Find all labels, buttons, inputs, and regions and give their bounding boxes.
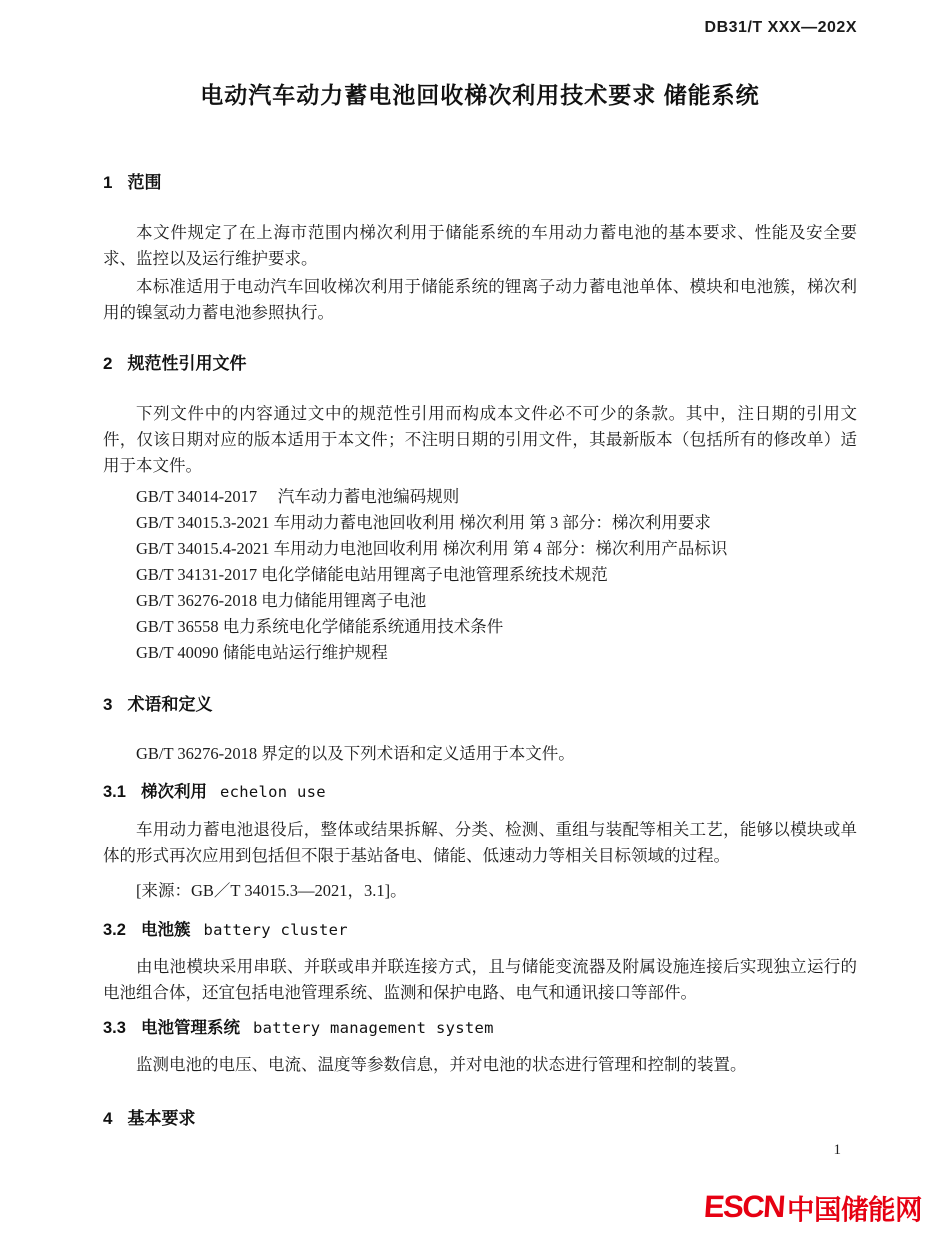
- reference-item: GB/T 34015.4-2021 车用动力电池回收利用 梯次利用 第 4 部分：梯次利用产品标识: [136, 539, 728, 558]
- page-number: 1: [833, 1142, 841, 1158]
- term-source-note: [来源：GB／T 34015.3—2021，3.1]。: [136, 881, 407, 900]
- term-name-zh: 电池管理系统: [140, 1019, 240, 1037]
- term-name-en: battery management system: [252, 1019, 494, 1037]
- escn-logo-latin: ESCN: [702, 1189, 786, 1224]
- term-heading-battery-management-system: [103, 1018, 857, 1039]
- doc-code: DB31/T XXX—202X: [704, 19, 857, 36]
- terms-intro-paragraph: GB/T 36276-2018 界定的以及下列术语和定义适用于本文件。: [136, 744, 575, 763]
- section-number: 1: [103, 173, 113, 192]
- reference-item: GB/T 34014-2017 汽车动力蓄电池编码规则: [136, 487, 460, 506]
- scope-paragraph-2: 本标准适用于电动汽车回收梯次利用于储能系统的锂离子动力蓄电池单体、模块和电池簇，梯次利用的镍氢动力蓄电池参照执行。: [103, 277, 857, 322]
- section-title: 范围: [127, 173, 162, 192]
- section-heading-normative-references: [103, 353, 857, 375]
- term-number: 3.2: [103, 921, 126, 939]
- reference-item: GB/T 36558 电力系统电化学储能系统通用技术条件: [136, 617, 504, 636]
- reference-item: GB/T 34131-2017 电化学储能电站用锂离子电池管理系统技术规范: [136, 565, 608, 584]
- term-number: 3.3: [103, 1019, 126, 1037]
- scope-paragraph-1: 本文件规定了在上海市范围内梯次利用于储能系统的车用动力蓄电池的基本要求、性能及安全要求、监控以及运行维护要求。: [103, 223, 857, 268]
- references-intro-paragraph: 下列文件中的内容通过文中的规范性引用而构成本文件必不可少的条款。其中，注日期的引用文件，仅该日期对应的版本适用于本文件；不注明日期的引用文件，其最新版本（包括所有的修改单）适用于本文件。: [103, 404, 857, 475]
- reference-item: GB/T 36276-2018 电力储能用锂离子电池: [136, 591, 427, 610]
- section-heading-scope: [103, 172, 857, 194]
- references-list: [103, 484, 857, 666]
- section-title: 术语和定义: [127, 695, 213, 714]
- term-name-zh: 梯次利用: [140, 783, 207, 801]
- term-heading-echelon-use: [103, 782, 857, 803]
- section-number: 3: [103, 695, 113, 714]
- document-title: 电动汽车动力蓄电池回收梯次利用技术要求 储能系统: [200, 82, 760, 108]
- escn-logo-cjk: 中国储能网: [787, 1194, 922, 1225]
- section-heading-terms-definitions: [103, 694, 857, 716]
- section-heading-basic-requirements: [103, 1108, 857, 1130]
- section-number: 2: [103, 354, 113, 373]
- section-number: 4: [103, 1109, 113, 1128]
- term-definition: 监测电池的电压、电流、温度等参数信息，并对电池的状态进行管理和控制的装置。: [136, 1055, 747, 1074]
- escn-logo: [704, 1187, 922, 1227]
- term-number: 3.1: [103, 783, 126, 801]
- term-name-zh: 电池簇: [140, 921, 191, 939]
- term-heading-battery-cluster: [103, 920, 857, 941]
- term-definition: 由电池模块采用串联、并联或串并联连接方式，且与储能变流器及附属设施连接后实现独立运行的电池组合体，还宜包括电池管理系统、监测和保护电路、电气和通讯接口等部件。: [103, 957, 857, 1002]
- document-header: [103, 0, 857, 37]
- reference-item: GB/T 40090 储能电站运行维护规程: [136, 643, 388, 662]
- term-name-en: battery cluster: [203, 921, 348, 939]
- term-definition: 车用动力蓄电池退役后，整体或结果拆解、分类、检测、重组与装配等相关工艺，能够以模块或单体的形式再次应用到包括但不限于基站备电、储能、低速动力等相关目标领域的过程。: [103, 820, 857, 865]
- section-title: 规范性引用文件: [127, 354, 247, 373]
- section-title: 基本要求: [127, 1109, 196, 1128]
- term-name-en: echelon use: [219, 783, 326, 801]
- reference-item: GB/T 34015.3-2021 车用动力蓄电池回收利用 梯次利用 第 3 部分：梯次利用要求: [136, 513, 711, 532]
